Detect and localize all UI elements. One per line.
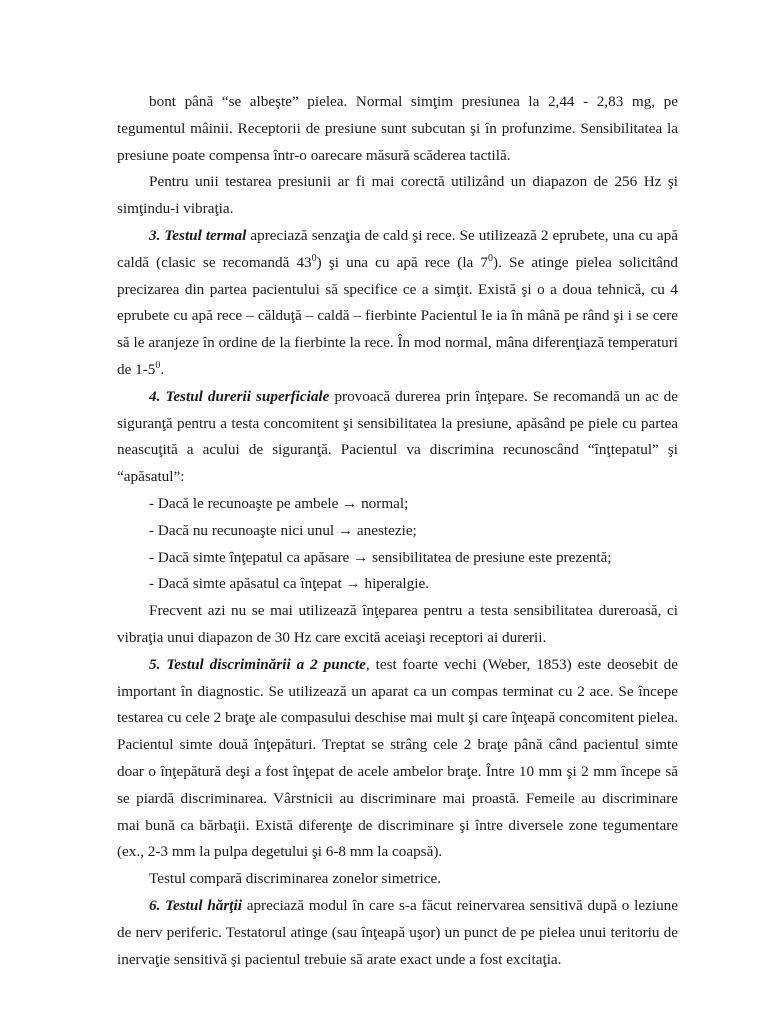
- paragraph-pressure-diapason: [117, 169, 678, 223]
- degree-superscript: 0: [155, 359, 161, 371]
- list-item: - Dacă simte înţepatul ca apăsare → sensibilitatea de presiune este prezentă;: [149, 548, 612, 566]
- paragraph-pressure-normal: [117, 89, 678, 169]
- list-item: - Dacă le recunoaşte pe ambele → normal;: [149, 494, 409, 512]
- paragraph-thermal-test: [117, 223, 678, 384]
- paragraph-vibration: [117, 598, 678, 652]
- degree-superscript: 0: [311, 252, 317, 264]
- section-heading-map: 6. Testul hărţii: [149, 896, 242, 914]
- paragraph-text: .: [160, 360, 165, 378]
- paragraph-pain-test: [117, 384, 678, 491]
- paragraph-text: , test foarte vechi (Weber, 1853) este deosebit de important în diagnostic. Se utilizează un aparat ca un compas terminat cu 2 ace. Se începe testarea cu cele 2 braţe ale compasului deschise mai mult şi care înţeapă concomitent pielea. Pacientul simte două înţepături. Treptat se strâng cele 2 braţe până când pacientul simte doar o înţepătură deşi a fost înţepat de acele ambelor braţe. Între 10 mm şi 2 mm începe să se piardă discriminarea. Vârstnicii au discriminare mai proastă. Femeile au discriminare mai bună ca bărbaţii. Există diferenţe de discriminare şi între diversele zone tegumentare (ex., 2-3 mm la pulpa degetului şi 6-8 mm la coapsă).: [117, 655, 679, 861]
- list-item: - Dacă nu recunoaşte nici unul → anestezie;: [149, 521, 417, 539]
- section-heading-thermal: 3. Testul termal: [149, 226, 247, 244]
- paragraph-text: apreciază modul în care s-a făcut reinervarea sensitivă după o leziune de nerv periferic. Testatorul atinge (sau înţeapă uşor) un punct de pe pielea unui teritoriu de inervaţie sensitivă şi pacientul trebuie să arate exact unde a fost excitaţia.: [117, 896, 679, 968]
- paragraph-text: provoacă durerea prin înţepare. Se recomandă un ac de siguranţă pentru a testa concomitent şi sensibilitatea la presiune, apăsând pe piele cu partea neascuţită a acului de siguranţă. Pacientul va discrimina recunoscând “înţtepatul” şi “apăsatul”:: [117, 387, 678, 486]
- degree-superscript: 0: [488, 252, 494, 264]
- paragraph-symmetric: [117, 866, 678, 893]
- paragraph-text: Pentru unii testarea presiunii ar fi mai corectă utilizând un diapazon de 256 Hz şi simţindu-i vibraţia.: [117, 173, 678, 218]
- paragraph-text: Testul compară discriminarea zonelor simetrice.: [149, 870, 442, 888]
- paragraph-text: bont până “se albeşte” pielea. Normal simţim presiunea la 2,44 - 2,83 mg, pe tegumentul mâinii. Receptorii de presiune sunt subcutan şi în profunzime. Sensibilitatea la presiune poate compensa într-o oarecare măsură scăderea tactilă.: [117, 93, 678, 164]
- section-heading-two-point: 5. Testul discriminării a 2 puncte: [149, 655, 366, 673]
- paragraph-text: apreciază senzaţia de cald şi rece. Se utilizează 2 eprubete, una cu apă caldă (clasic se recomandă 43: [117, 226, 678, 271]
- list-item: - Dacă simte apăsatul ca înţepat → hiperalgie.: [149, 575, 430, 593]
- paragraph-map-test: [117, 893, 678, 973]
- paragraph-text: ) şi una cu apă rece (la 7: [316, 253, 489, 271]
- paragraph-text: Frecvent azi nu se mai utilizează înţeparea pentru a testa sensibilitatea dureroasă, ci vibraţia unui diapazon de 30 Hz care excită aceiaşi receptori ai durerii.: [117, 602, 678, 646]
- paragraph-two-point-test: [117, 652, 678, 866]
- section-heading-pain: 4. Testul durerii superficiale: [149, 387, 330, 405]
- paragraph-text: ). Se atinge pielea solicitând precizarea din partea pacientului să specifice ce a simţit. Există şi o a doua tehnică, cu 4 eprubete cu apă rece – călduţă – caldă – fierbinte Pacientul le ia în mână pe rând şi i se cere să le aranjeze în ordine de la fierbinte la rece. În mod normal, mâna diferenţiază temperaturi de 1-5: [117, 253, 679, 378]
